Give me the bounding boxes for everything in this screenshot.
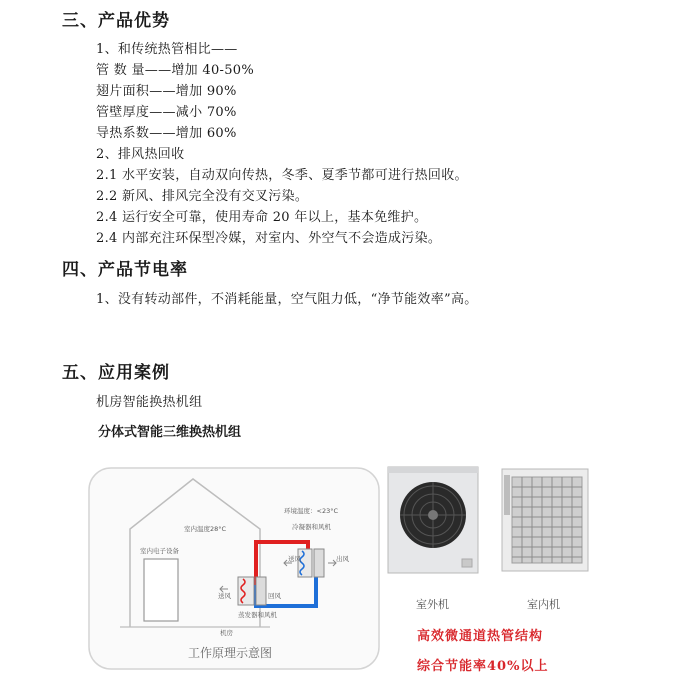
- section3-line-4: 管壁厚度——减小 70%: [96, 105, 237, 120]
- return-air-label: 回风: [268, 592, 281, 600]
- supply-air-label-left: 送风: [218, 592, 231, 600]
- section3-line-2: 管 数 量——增加 40-50%: [96, 63, 255, 78]
- indoor-unit-bracket: [504, 475, 510, 515]
- section4-line-1: 1、没有转动部件，不消耗能量，空气阻力低，“净节能效率”高。: [96, 292, 478, 307]
- equipment-label: 室内电子设备: [140, 547, 179, 555]
- evaporator-fan-label: 蒸发器和风机: [238, 611, 277, 619]
- section3-line-9: 2.4 运行安全可靠，使用寿命 20 年以上，基本免维护。: [96, 210, 428, 225]
- diagram-svg: [88, 467, 380, 670]
- ambient-temp-label: 环境温度：<23°C: [284, 507, 339, 515]
- outdoor-unit-valve: [462, 559, 472, 567]
- section3-line-1: 1、和传统热管相比——: [96, 42, 238, 57]
- condenser-fan: [314, 549, 324, 577]
- outdoor-unit-label: 室外机: [416, 598, 449, 611]
- indoor-unit-image: [500, 467, 590, 573]
- highlight-line-2: 综合节能率40%以上: [417, 659, 549, 674]
- section4-title: 四、产品节电率: [62, 260, 188, 280]
- condenser-fan-label: 冷凝器和风机: [292, 523, 331, 531]
- outdoor-unit-image: [386, 465, 480, 575]
- indoor-unit-svg: [500, 467, 590, 573]
- highlight-line-1: 高效微通道热管结构: [417, 629, 544, 644]
- outlet-air-label: 出风: [336, 555, 349, 563]
- diagram-caption: 工作原理示意图: [188, 646, 273, 660]
- indoor-temp-label: 室内温度28°C: [184, 525, 227, 533]
- section3-line-8: 2.2 新风、排风完全没有交叉污染。: [96, 189, 309, 204]
- section3-line-6: 2、排风热回收: [96, 147, 185, 162]
- equipment-cabinet: [144, 559, 178, 621]
- section3-title: 三、产品优势: [62, 11, 170, 31]
- section3-line-5: 导热系数——增加 60%: [96, 126, 237, 141]
- diagram-frame: [89, 468, 379, 669]
- section3-line-10: 2.4 内部充注环保型冷媒，对室内、外空气不会造成污染。: [96, 231, 442, 246]
- indoor-unit-label: 室内机: [527, 598, 560, 611]
- product-title: 分体式智能三维换热机组: [98, 425, 242, 440]
- working-principle-diagram: [88, 467, 380, 670]
- section3-line-3: 翅片面积——增加 90%: [96, 84, 237, 99]
- supply-air-label-right: 送风: [288, 555, 301, 563]
- outdoor-unit-top: [388, 467, 478, 473]
- section5-subtitle: 机房智能换热机组: [96, 395, 203, 410]
- section5-title: 五、应用案例: [62, 363, 170, 383]
- outdoor-unit-svg: [386, 465, 480, 575]
- section3-line-7: 2.1 水平安装，自动双向传热，冬季、夏季节都可进行热回收。: [96, 168, 468, 183]
- evaporator-fan: [256, 577, 266, 605]
- machine-room-label: 机房: [220, 629, 233, 637]
- outdoor-fan-hub: [428, 510, 438, 520]
